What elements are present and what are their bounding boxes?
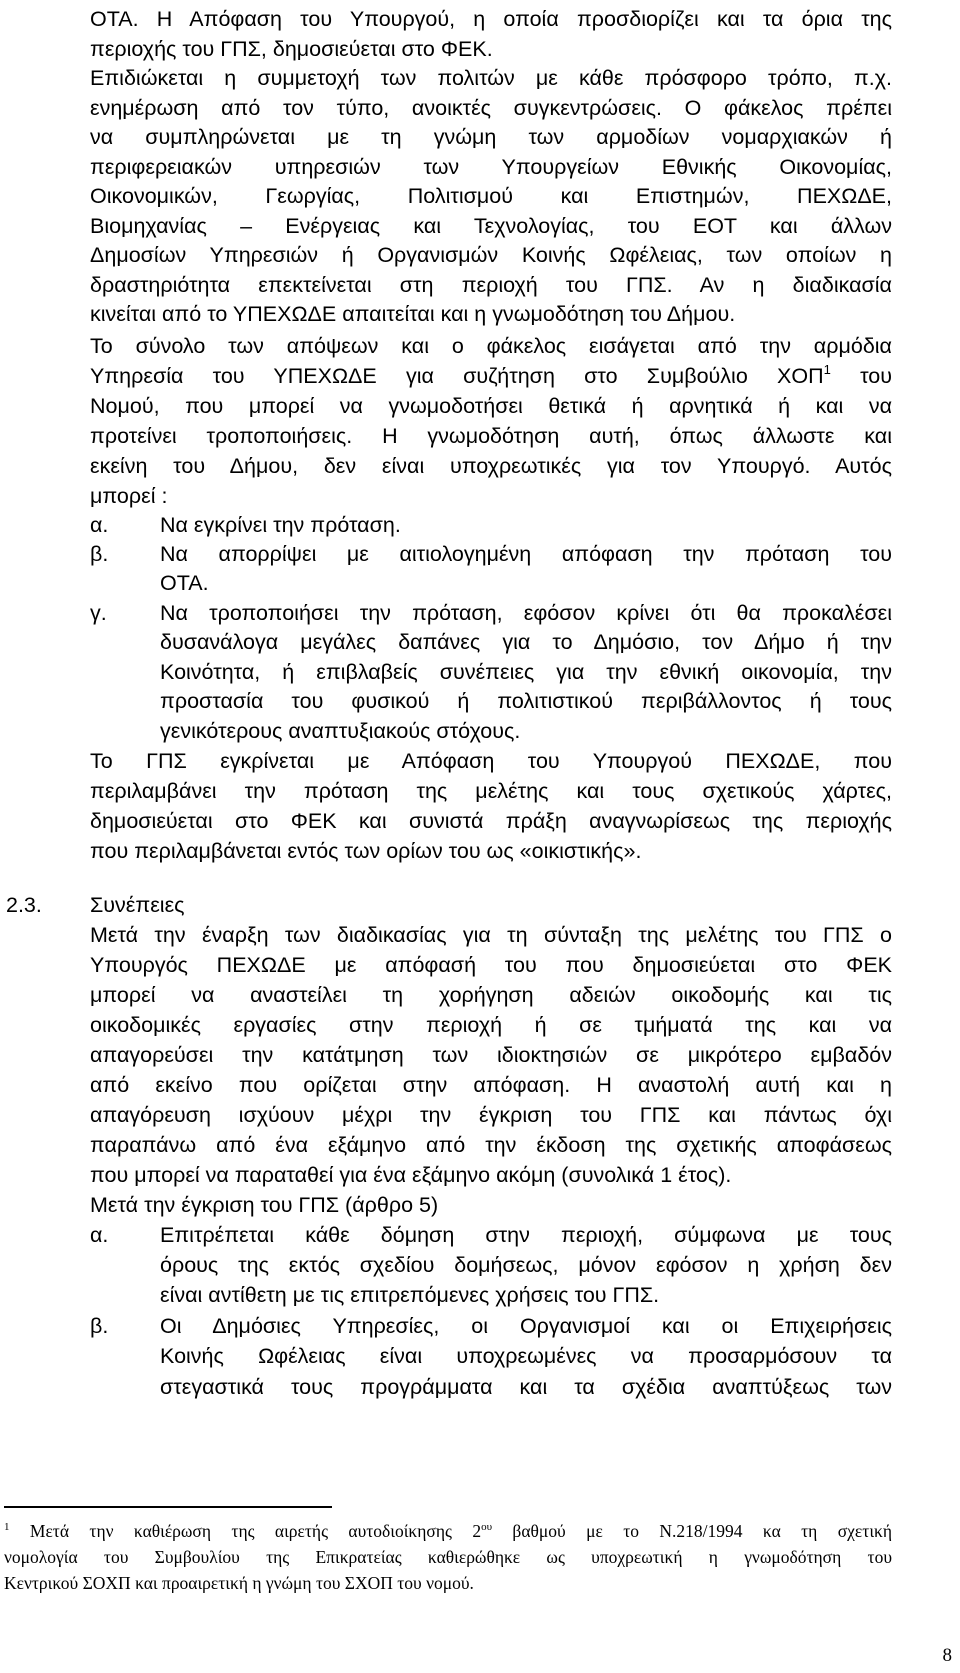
- text-line: κινείται από το ΥΠΕΧΩΔΕ απαιτείται και η γνωμοδότηση του Δήμου.: [90, 302, 736, 326]
- list-item: Να τροποποιήσει την πρόταση, εφόσον κρίνει ότι θα προκαλέσει: [160, 601, 892, 625]
- list-marker: γ.: [90, 601, 107, 625]
- list-item: είναι αντίθετη με τις επιτρεπόμενες χρήσεις του ΓΠΣ.: [160, 1283, 660, 1307]
- footnote-reference: 1: [823, 362, 831, 377]
- text-span: του: [830, 364, 892, 388]
- text-line: Υπουργός ΠΕΧΩΔΕ με απόφασή του που δημοσιεύεται στο ΦΕΚ: [90, 953, 892, 977]
- list-item: Οι Δημόσιες Υπηρεσίες, οι Οργανισμοί και οι Επιχειρήσεις: [160, 1314, 892, 1338]
- text-line: Οικονομικών, Γεωργίας, Πολιτισμού και Επιστημών, ΠΕΧΩΔΕ,: [90, 184, 892, 208]
- text-line: Νομού, που μπορεί να γνωμοδοτήσει θετικά ή αρνητικά ή και να: [90, 394, 892, 418]
- text-line: περιλαμβάνει την πρόταση της μελέτης και τους σχετικούς χάρτες,: [90, 779, 892, 803]
- list-item: ΟΤΑ.: [160, 571, 209, 595]
- list-item: όρους της εκτός σχεδίου δομήσεως, μόνον εφόσον η χρήση δεν: [160, 1253, 892, 1277]
- text-line: παραπάνω από ένα εξάμηνο από την έκδοση της σχετικής αποφάσεως: [90, 1133, 892, 1157]
- list-item: γενικότερους αναπτυξιακούς στόχους.: [160, 719, 521, 743]
- footnote-marker: 1: [4, 1521, 10, 1533]
- list-item: στεγαστικά τους προγράμματα και τα σχέδια αναπτύξεως των: [160, 1375, 892, 1399]
- text-line: ενημέρωση από τον τύπο, ανοικτές συγκεντρώσεις. Ο φάκελος πρέπει: [90, 96, 892, 120]
- text-line: δημοσιεύεται στο ΦΕΚ και συνιστά πράξη αναγνωρίσεως της περιοχής: [90, 809, 892, 833]
- text-line: από εκείνο που ορίζεται στην απόφαση. Η αναστολή αυτή και η: [90, 1073, 892, 1097]
- list-marker: α.: [90, 1223, 109, 1247]
- text-span: Μετά την καθιέρωση της αιρετής αυτοδιοίκησης 2: [9, 1521, 482, 1541]
- list-item: δυσανάλογα μεγάλες δαπάνες για το Δημόσιο, τον Δήμο ή την: [160, 630, 892, 654]
- list-item: Κοινότητα, ή επιβλαβείς συνέπειες για την εθνική οικονομία, την: [160, 660, 892, 684]
- paragraph-5: Μετά την έγκριση του ΓΠΣ (άρθρο 5): [90, 1193, 439, 1217]
- list-item: Επιτρέπεται κάθε δόμηση στην περιοχή, σύμφωνα με τους: [160, 1223, 892, 1247]
- text-line: που περιλαμβάνεται εντός των ορίων του ως «οικιστικής».: [90, 839, 642, 863]
- list-item: Κοινής Ωφέλειας είναι υποχρεωμένες να προσαρμόσουν τα: [160, 1344, 892, 1368]
- text-span: βαθμού με το Ν.218/1994 κα τη σχετική: [492, 1521, 892, 1541]
- text-line: περιφερειακών υπηρεσιών των Υπουργείων Εθνικής Οικονομίας,: [90, 155, 892, 179]
- text-line: Επιδιώκεται η συμμετοχή των πολιτών με κάθε πρόσφορο τρόπο, π.χ.: [90, 66, 892, 90]
- text-line: απαγορεύσει την κατάτμηση των ιδιοκτησιών σε μικρότερο εμβαδόν: [90, 1043, 892, 1067]
- text-line: οικοδομικές εργασίες στην περιοχή ή σε τμήματά της και να: [90, 1013, 892, 1037]
- text-superscript: ου: [481, 1521, 493, 1533]
- text-line: Δημοσίων Υπηρεσιών ή Οργανισμών Κοινής Ωφέλειας, των οποίων η: [90, 243, 892, 267]
- text-line: που μπορεί να παραταθεί για ένα εξάμηνο ακόμη (συνολικά 1 έτος).: [90, 1163, 732, 1187]
- list-marker: β.: [90, 542, 109, 566]
- text-line: μπορεί :: [90, 484, 168, 508]
- text-line: εκείνη του Δήμου, δεν είναι υποχρεωτικές για τον Υπουργό. Αυτός: [90, 454, 892, 478]
- text-line: ΟΤΑ. Η Απόφαση του Υπουργού, η οποία προσδιορίζει και τα όρια της: [90, 7, 892, 31]
- list-marker: β.: [90, 1314, 109, 1338]
- text-line: μπορεί να αναστείλει τη χορήγηση αδειών οικοδομής και τις: [90, 983, 892, 1007]
- text-line: να συμπληρώνεται με τη γνώμη των αρμοδίων νομαρχιακών ή: [90, 125, 892, 149]
- footnote-line: Κεντρικού ΣΟΧΠ και προαιρετική η γνώμη του ΣΧΟΠ του νομού.: [4, 1573, 474, 1593]
- page-number: 8: [942, 1645, 952, 1666]
- text-span: Υπηρεσία του ΥΠΕΧΩΔΕ για συζήτηση στο Συμβούλιο ΧΟΠ: [90, 364, 824, 388]
- section-title: Συνέπειες: [90, 893, 185, 917]
- text-line: Το ΓΠΣ εγκρίνεται με Απόφαση του Υπουργού ΠΕΧΩΔΕ, που: [90, 749, 892, 773]
- text-line: προτείνει τροποποιήσεις. Η γνωμοδότηση αυτή, όπως άλλωστε και: [90, 424, 892, 448]
- text-line: [90, 361, 892, 391]
- text-line: Βιομηχανίας – Ενέργειας και Τεχνολογίας, του ΕΟΤ και άλλων: [90, 214, 892, 238]
- list-marker: α.: [90, 513, 109, 537]
- list-item: Να εγκρίνει την πρόταση.: [160, 513, 401, 537]
- text-line: Το σύνολο των απόψεων και ο φάκελος εισάγεται από την αρμόδια: [90, 334, 892, 358]
- text-line: απαγόρευση ισχύουν μέχρι την έγκριση του ΓΠΣ και πάντως όχι: [90, 1103, 892, 1127]
- list-item: προστασία του φυσικού ή πολιτιστικού περιβάλλοντος ή τους: [160, 689, 892, 713]
- text-line: δραστηριότητα επεκτείνεται στη περιοχή του ΓΠΣ. Αν η διαδικασία: [90, 273, 892, 297]
- list-item: Να απορρίψει με αιτιολογημένη απόφαση την πρόταση του: [160, 542, 892, 566]
- section-number: 2.3.: [6, 893, 42, 917]
- footnote-separator: [4, 1506, 332, 1508]
- footnote-line: νομολογία του Συμβουλίου της Επικρατείας καθιερώθηκε ως υποχρεωτική η γνωμοδότηση του: [4, 1547, 892, 1567]
- text-line: περιοχής του ΓΠΣ, δημοσιεύεται στο ΦΕΚ.: [90, 37, 493, 61]
- footnote-line: [4, 1518, 892, 1544]
- text-line: Μετά την έναρξη των διαδικασίας για τη σύνταξη της μελέτης του ΓΠΣ ο: [90, 923, 892, 947]
